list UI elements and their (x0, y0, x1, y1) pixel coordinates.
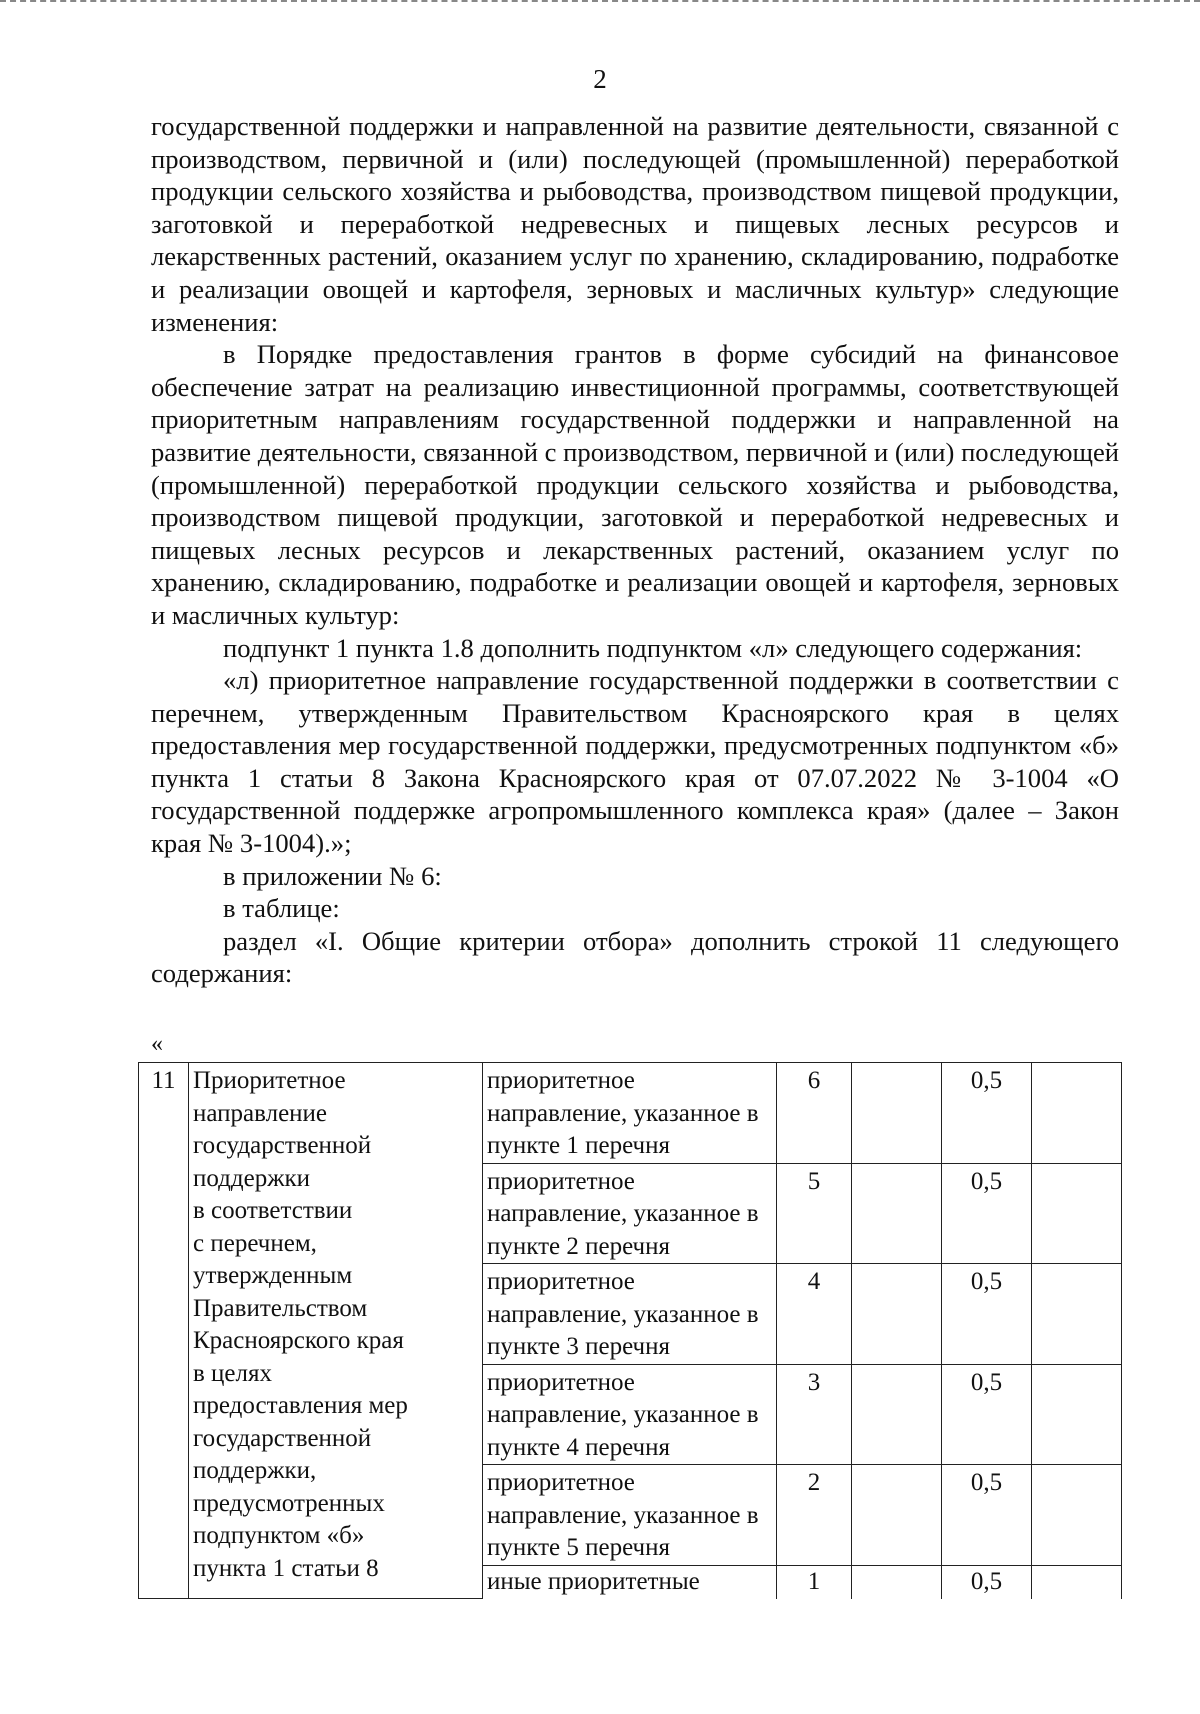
criterion-line: поддержки (193, 1164, 310, 1192)
empty-cell (852, 1163, 942, 1264)
option-weight-cell: 0,5 (942, 1565, 1032, 1599)
option-weight-cell: 0,5 (942, 1264, 1032, 1365)
criterion-line: утвержденным (193, 1262, 353, 1289)
criterion-line: с перечнем, (193, 1229, 317, 1257)
criterion-line: Приоритетное (193, 1067, 346, 1094)
option-weight-cell: 0,5 (942, 1364, 1032, 1465)
empty-cell (1032, 1264, 1122, 1365)
criterion-line: государственной (193, 1132, 372, 1159)
paragraph-order-amendment: в Порядке предоставления грантов в форме субсидий на финансовое обеспечение затрат на реализацию инвестиционной программы, соответствующей приоритетным направлениям государственной поддержки и направленной на развитие деятельности, связанной с производством, первичной и (или) последующей (промышленной) переработкой продукции сельского хозяйства и рыбоводства, производством пищевой продукции, заготовкой и переработкой недревесных и пищевых лесных ресурсов и лекарственных растений, оказанием услуг по хранению, складированию, подработке и реализации овощей и картофеля, зерновых и масличных культур: (151, 339, 1119, 630)
row-number-cell: 11 (139, 1063, 189, 1599)
criterion-line: поддержки, (193, 1457, 317, 1484)
criterion-line: в целях (193, 1359, 273, 1387)
criterion-line: предоставления мер (193, 1392, 408, 1419)
criteria-table (138, 1062, 1122, 1599)
opening-quote: « (151, 1031, 163, 1057)
scan-edge-line (0, 0, 1200, 6)
criterion-line: направление (193, 1099, 328, 1127)
option-score-cell: 2 (777, 1465, 852, 1566)
option-text-cell: приоритетное направление, указанное в пункте 5 перечня (483, 1465, 777, 1566)
paragraph-subpoint-l: «л) приоритетное направление государственной поддержки в соответствии с перечнем, утвержденным Правительством Красноярского края в целях предоставления мер государственной поддержки, предусмотренных подпунктом «б» пункта 1 статьи 8 Закона Красноярского края от 07.07.2022 № 3-1004 «О государственной поддержке агропромышленного комплекса края» (далее – Закон края № 3-1004).»; (151, 665, 1119, 859)
paragraph-section-addition: раздел «I. Общие критерии отбора» дополнить строкой 11 следующего содержания: (151, 925, 1119, 989)
criterion-line: пункта 1 статьи 8 (193, 1554, 379, 1582)
option-score-cell: 3 (777, 1364, 852, 1465)
option-weight-cell: 0,5 (942, 1465, 1032, 1566)
empty-cell (1032, 1465, 1122, 1566)
option-score-cell: 6 (777, 1063, 852, 1164)
criterion-line: предусмотренных (193, 1489, 385, 1517)
option-weight-cell: 0,5 (942, 1163, 1032, 1264)
criterion-line: государственной (193, 1424, 372, 1452)
paragraph-subpoint-addition: подпункт 1 пункта 1.8 дополнить подпунктом «л» следующего содержания: (223, 632, 1083, 663)
empty-cell (852, 1565, 942, 1599)
option-score-cell: 4 (777, 1264, 852, 1365)
option-text-cell: приоритетное направление, указанное в пункте 2 перечня (483, 1163, 777, 1264)
table-row (139, 1063, 1122, 1164)
criterion-line: подпунктом «б» (193, 1522, 365, 1549)
empty-cell (1032, 1364, 1122, 1465)
paragraph-appendix: в приложении № 6: (223, 860, 442, 891)
empty-cell (852, 1364, 942, 1465)
empty-cell (1032, 1163, 1122, 1264)
paragraph-intro: государственной поддержки и направленной на развитие деятельности, связанной с производством, первичной и (или) последующей (промышленной) переработкой продукции сельского хозяйства и рыбоводства, производством пищевой продукции, заготовкой и переработкой недревесных и пищевых лесных ресурсов и лекарственных растений, оказанием услуг по хранению, складированию, подработке и реализации овощей и картофеля, зерновых и масличных культур» следующие изменения: (151, 111, 1119, 337)
empty-cell (852, 1063, 942, 1164)
option-score-cell: 5 (777, 1163, 852, 1264)
empty-cell (1032, 1063, 1122, 1164)
criterion-text (193, 1065, 478, 1585)
empty-cell (852, 1465, 942, 1566)
criterion-line: Красноярского края (193, 1327, 404, 1354)
option-score-cell: 1 (777, 1565, 852, 1599)
option-text-cell: приоритетное направление, указанное в пункте 4 перечня (483, 1364, 777, 1465)
criterion-line: Правительством (193, 1294, 368, 1322)
page-number: 2 (593, 64, 607, 94)
option-weight-cell: 0,5 (942, 1063, 1032, 1164)
empty-cell (852, 1264, 942, 1365)
empty-cell (1032, 1565, 1122, 1599)
criterion-line: в соответствии (193, 1197, 353, 1224)
document-body (151, 110, 1119, 990)
option-text-cell: приоритетное направление, указанное в пункте 3 перечня (483, 1264, 777, 1365)
option-text-cell: приоритетное направление, указанное в пункте 1 перечня (483, 1063, 777, 1164)
criterion-cell (189, 1063, 483, 1599)
option-text-cell: иные приоритетные (483, 1565, 777, 1599)
paragraph-table-ref: в таблице: (223, 893, 340, 924)
